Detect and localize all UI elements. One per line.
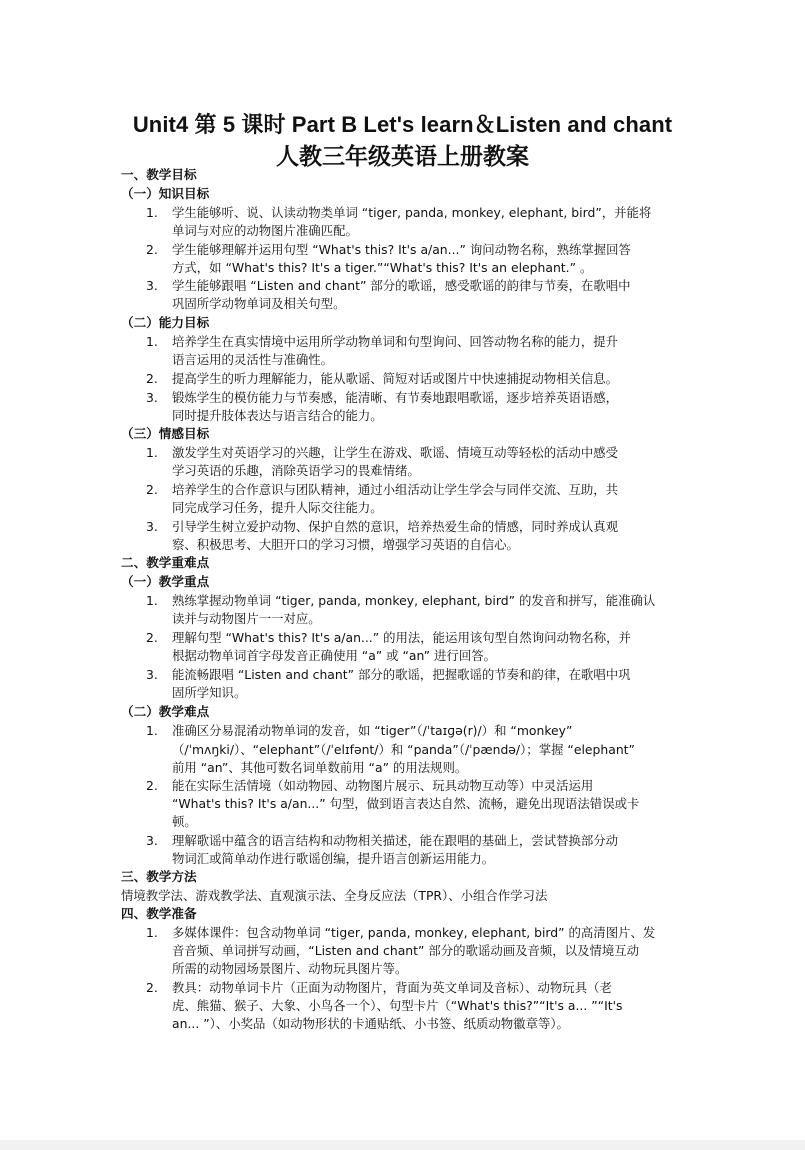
list-item-line: 熟练掌握动物单词 “tiger, panda, monkey, elephant, bird” 的发音和拼写，能准确认 [172,593,656,608]
list-number: 1. [146,334,158,349]
list-number: 1. [146,205,158,220]
list-number: 1. [146,925,158,940]
list-item-line: 巩固所学动物单词及相关句型。 [172,296,346,311]
list-item-line: 虎、熊猫、猴子、大象、小鸟各一个）、句型卡片（“What's this?”“It's a... ”“It's [172,998,623,1013]
list-item-line: 语言运用的灵活性与准确性。 [172,352,334,367]
section-heading: 三、教学方法 [121,869,197,884]
list-number: 3. [146,519,158,534]
list-item-line: 学生能够跟唱 “Listen and chant” 部分的歌谣，感受歌谣的韵律与节奏，在歌唱中 [172,278,631,293]
list-number: 3. [146,390,158,405]
list-item-line: 同完成学习任务，提升人际交往能力。 [172,500,383,515]
list-item-line: 前用 “an”、其他可数名词单数前用 “a” 的用法规则。 [172,760,468,775]
list-item-line: 提高学生的听力理解能力，能从歌谣、简短对话或图片中快速捕捉动物相关信息。 [172,371,619,386]
list-item-line: 固所学知识。 [172,685,247,700]
list-item-line: 准确区分易混淆动物单词的发音，如 “tiger”（/ˈtaɪɡə(r)/）和 “monkey” [172,723,573,738]
section-heading: 四、教学准备 [121,906,197,921]
document-title: Unit4 第 5 课时 Part B Let's learn＆Listen and chant [132,112,673,137]
list-item-line: 理解歌谣中蕴含的语言结构和动物相关描述，能在跟唱的基础上，尝试替换部分动 [172,833,619,848]
list-item-line: an... ”）、小奖品（如动物形状的卡通贴纸、小书签、纸质动物徽章等）。 [172,1016,569,1031]
list-number: 1. [146,723,158,738]
list-item-line: 多媒体课件：包含动物单词 “tiger, panda, monkey, elephant, bird” 的高清图片、发 [172,925,656,940]
list-item-line: 察、积极思考、大胆开口的学习习惯，增强学习英语的自信心。 [172,537,519,552]
list-item-line: 根据动物单词首字母发音正确使用 “a” 或 “an” 进行回答。 [172,648,496,663]
list-number: 2. [146,778,158,793]
section-heading: 二、教学重难点 [121,555,210,570]
list-item-line: 培养学生在真实情境中运用所学动物单词和句型询问、回答动物名称的能力，提升 [172,334,619,349]
list-item-line: 学生能够理解并运用句型 “What's this? It's a/an...” 询问动物名称，熟练掌握回答 [172,242,631,257]
list-item-line: 学生能够听、说、认读动物类单词 “tiger, panda, monkey, elephant, bird”，并能将 [172,205,652,220]
list-number: 3. [146,833,158,848]
page-bottom-edge [0,1140,805,1150]
list-item-line: “What's this? It's a/an...” 句型，做到语言表达自然、流畅，避免出现语法错误或卡 [172,796,640,811]
list-item-line: 锻炼学生的模仿能力与节奏感，能清晰、有节奏地跟唱歌谣，逐步培养英语语感， [172,390,619,405]
list-item-line: 理解句型 “What's this? It's a/an...” 的用法，能运用该句型自然询问动物名称，并 [172,630,631,645]
list-number: 2. [146,371,158,386]
list-item-line: 能流畅跟唱 “Listen and chant” 部分的歌谣，把握歌谣的节奏和韵律，在歌唱中巩 [172,667,631,682]
list-number: 3. [146,278,158,293]
document-subtitle: 人教三年级英语上册教案 [276,144,529,170]
list-item-line: 方式，如 “What's this? It's a tiger.”“What's this? It's an elephant.” 。 [172,260,593,275]
list-number: 2. [146,630,158,645]
subsection-heading: （一）教学重点 [121,574,210,589]
subsection-heading: （一）知识目标 [121,186,210,201]
list-number: 2. [146,980,158,995]
list-item-line: 学习英语的乐趣，消除英语学习的畏难情绪。 [172,463,420,478]
list-item-line: （/ˈmʌŋki/）、“elephant”（/ˈelɪfənt/）和 “panda”（/ˈpændə/）；掌握 “elephant” [172,742,635,757]
list-item-line: 同时提升肢体表达与语言结合的能力。 [172,408,383,423]
list-item-line: 所需的动物园场景图片、动物玩具图片等。 [172,961,408,976]
paragraph: 情境教学法、游戏教学法、直观演示法、全身反应法（TPR）、小组合作学习法 [121,888,548,903]
section-heading: 一、教学目标 [121,167,197,182]
list-item-line: 顿。 [172,814,197,829]
subsection-heading: （二）能力目标 [121,315,210,330]
list-number: 2. [146,482,158,497]
list-item-line: 引导学生树立爱护动物、保护自然的意识，培养热爱生命的情感，同时养成认真观 [172,519,619,534]
list-item-line: 物词汇或简单动作进行歌谣创编，提升语言创新运用能力。 [172,851,495,866]
list-number: 2. [146,242,158,257]
list-item-line: 单词与对应的动物图片准确匹配。 [172,223,358,238]
list-item-line: 培养学生的合作意识与团队精神，通过小组活动让学生学会与同伴交流、互助，共 [172,482,619,497]
list-number: 3. [146,667,158,682]
list-item-line: 教具：动物单词卡片（正面为动物图片，背面为英文单词及音标）、动物玩具（老 [172,980,612,995]
list-item-line: 激发学生对英语学习的兴趣，让学生在游戏、歌谣、情境互动等轻松的活动中感受 [172,445,619,460]
list-item-line: 读并与动物图片一一对应。 [172,611,321,626]
list-item-line: 音音频、单词拼写动画，“Listen and chant” 部分的歌谣动画及音频，以及情境互动 [172,943,640,958]
list-number: 1. [146,445,158,460]
subsection-heading: （二）教学难点 [121,704,210,719]
list-number: 1. [146,593,158,608]
subsection-heading: （三）情感目标 [121,426,210,441]
list-item-line: 能在实际生活情境（如动物园、动物图片展示、玩具动物互动等）中灵活运用 [172,778,594,793]
